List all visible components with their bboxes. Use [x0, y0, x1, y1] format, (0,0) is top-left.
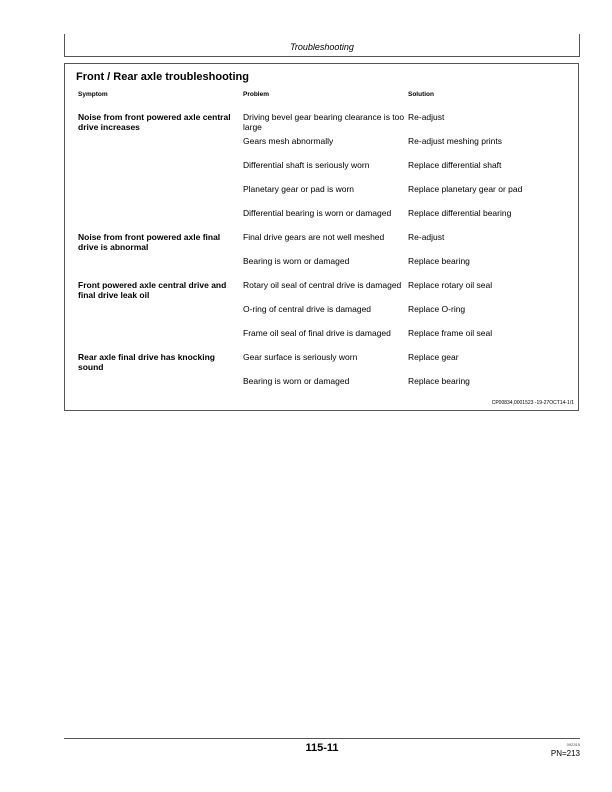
column-header-problem: Problem: [243, 91, 270, 98]
pn-label: PN=213: [550, 749, 580, 758]
solution-cell: Replace O-ring: [408, 304, 466, 314]
problem-cell: Gear surface is seriously worn: [243, 352, 358, 362]
solution-cell: Replace bearing: [408, 256, 470, 266]
solution-cell: Re-adjust: [408, 112, 445, 122]
solution-cell: Replace differential shaft: [408, 160, 502, 170]
problem-cell: Bearing is worn or damaged: [243, 256, 350, 266]
symptom-cell: Noise from front powered axle central drive increases: [78, 112, 231, 132]
problem-cell: Final drive gears are not well meshed: [243, 232, 385, 242]
solution-cell: Re-adjust meshing prints: [408, 136, 503, 146]
symptom-cell: Rear axle final drive has knocking sound: [78, 352, 216, 372]
problem-cell: O-ring of central drive is damaged: [243, 304, 372, 314]
header-divider: [64, 56, 580, 57]
solution-cell: Replace planetary gear or pad: [408, 184, 523, 194]
solution-cell: Replace frame oil seal: [408, 328, 493, 338]
solution-cell: Re-adjust: [408, 232, 445, 242]
problem-cell: Bearing is worn or damaged: [243, 376, 350, 386]
symptom-cell: Noise from front powered axle final drive is abnormal: [78, 232, 221, 252]
document-code: 092315: [566, 742, 580, 747]
column-header-solution: Solution: [408, 91, 434, 98]
problem-cell: Driving bevel gear bearing clearance is too large: [243, 112, 405, 132]
problem-cell: Differential shaft is seriously worn: [243, 160, 370, 170]
column-header-symptom: Symptom: [78, 91, 108, 98]
page-number: 115-11: [305, 742, 339, 754]
problem-cell: Rotary oil seal of central drive is damaged: [243, 280, 402, 290]
problem-cell: Planetary gear or pad is worn: [243, 184, 355, 194]
solution-cell: Replace rotary oil seal: [408, 280, 493, 290]
reference-code: CP00834,0001523 -19-27OCT14-1/1: [491, 400, 574, 406]
problem-cell: Frame oil seal of final drive is damaged: [243, 328, 391, 338]
solution-cell: Replace gear: [408, 352, 459, 362]
section-title: Front / Rear axle troubleshooting: [76, 71, 249, 83]
solution-cell: Replace differential bearing: [408, 208, 512, 218]
symptom-cell: Front powered axle central drive and final drive leak oil: [78, 280, 227, 300]
footer-divider: [64, 738, 580, 739]
running-head: Troubleshooting: [290, 42, 354, 52]
solution-cell: Replace bearing: [408, 376, 470, 386]
problem-cell: Differential bearing is worn or damaged: [243, 208, 392, 218]
problem-cell: Gears mesh abnormally: [243, 136, 334, 146]
troubleshooting-panel: [64, 63, 579, 411]
